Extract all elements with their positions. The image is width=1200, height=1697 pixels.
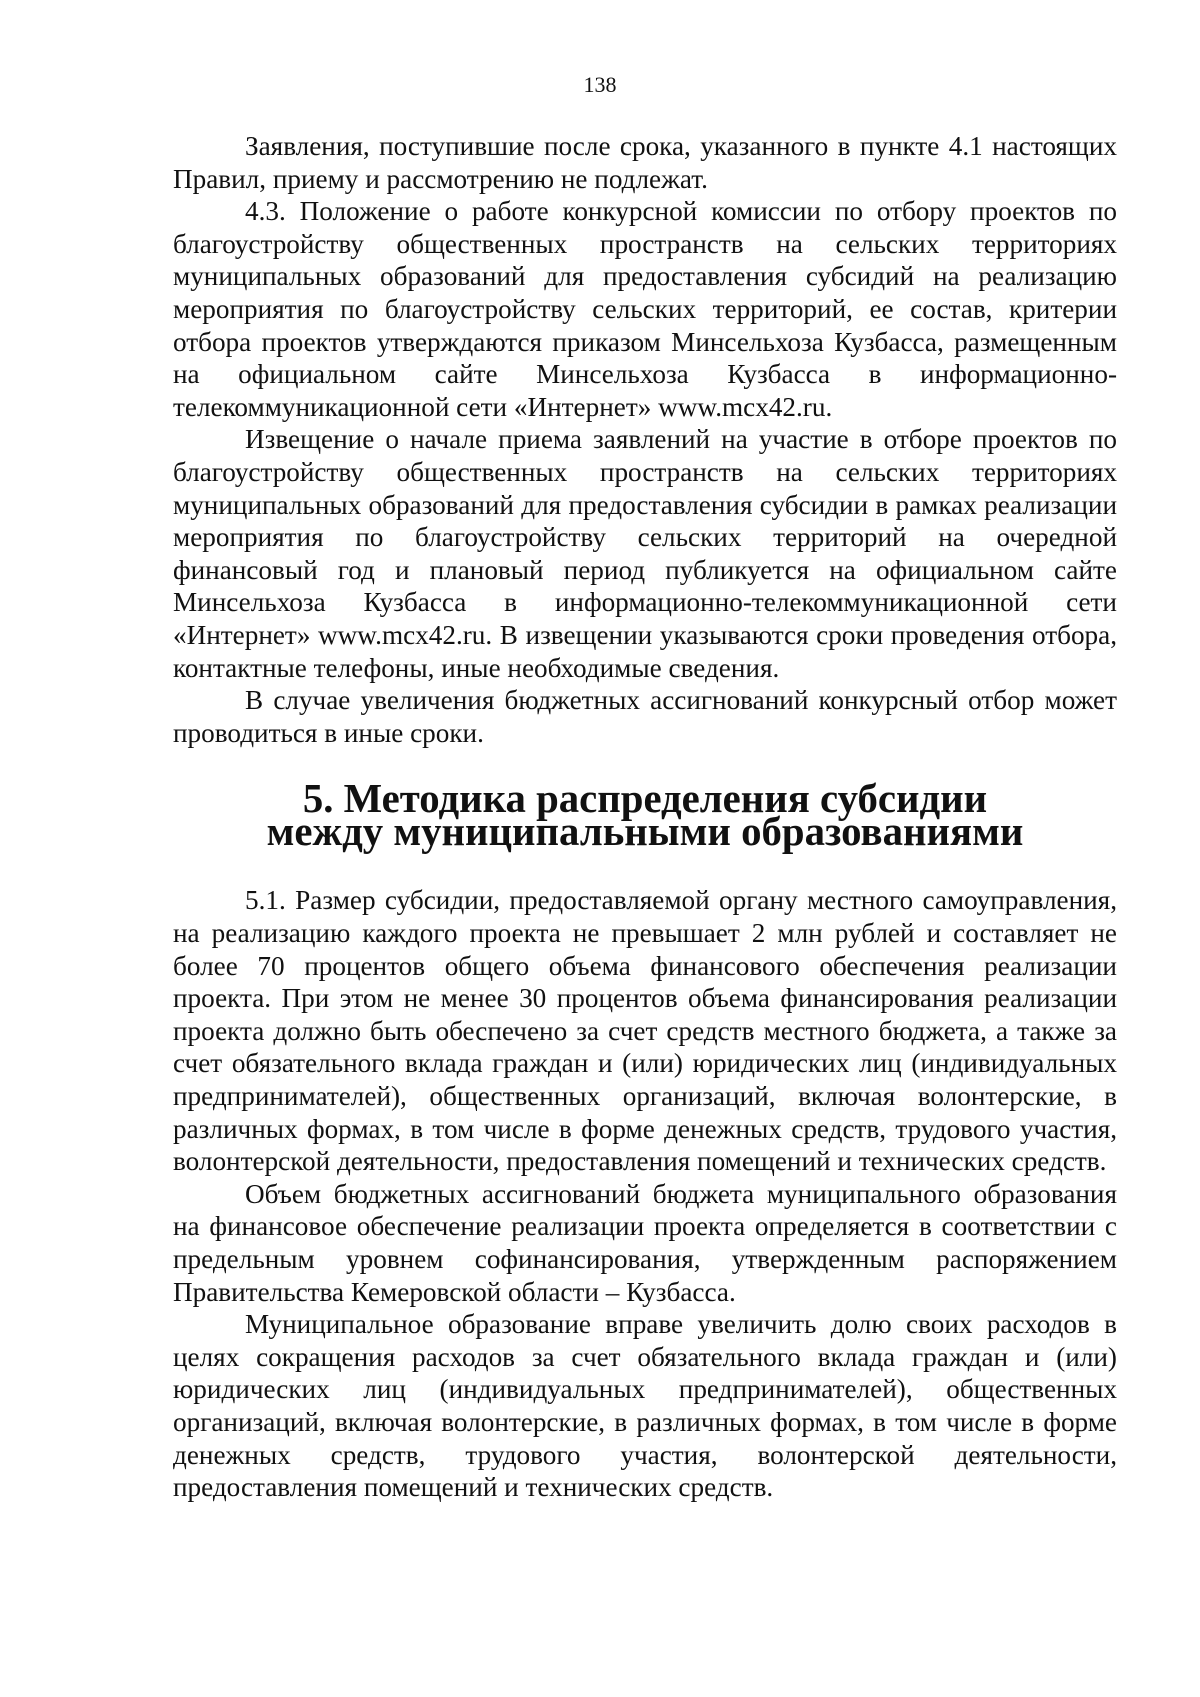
paragraph: 4.3. Положение о работе конкурсной комиссии по отбору проектов по благоустройству общественных пространств на сельских территориях муниципальных образований для предоставления субсидий на реализацию мероприятия по благоустройству сельских территорий, ее состав, критерии отбора проектов утверждаются приказом Минсельхоза Кузбасса, размещенным на официальном сайте Минсельхоза Кузбасса в информационно-телекоммуникационной сети «Интернет» www.mcx42.ru. bbox=[173, 196, 1117, 422]
paragraph: В случае увеличения бюджетных ассигнований конкурсный отбор может проводиться в иные сроки. bbox=[173, 685, 1117, 748]
paragraph: Муниципальное образование вправе увеличить долю своих расходов в целях сокращения расходов за счет обязательного вклада граждан и (или) юридических лиц (индивидуальных предпринимателей), общественных организаций, включая волонтерские, в различных формах, в том числе в форме денежных средств, трудового участия, волонтерской деятельности, предоставления помещений и технических средств. bbox=[173, 1309, 1117, 1503]
page-number: 138 bbox=[583, 72, 617, 97]
paragraph: Извещение о начале приема заявлений на участие в отборе проектов по благоустройству общественных пространств на сельских территориях муниципальных образований для предоставления субсидии в рамках реализации мероприятия по благоустройству сельских территорий на очередной финансовый год и плановый период публикуется на официальном сайте Минсельхоза Кузбасса в информационно-телекоммуникационной сети «Интернет» www.mcx42.ru. В извещении указываются сроки проведения отбора, контактные телефоны, иные необходимые сведения. bbox=[173, 424, 1117, 683]
section-heading-line: между муниципальными образованиями bbox=[266, 808, 1024, 854]
paragraph: Объем бюджетных ассигнований бюджета муниципального образования на финансовое обеспечение реализации проекта определяется в соответствии с предельным уровнем софинансирования, утвержденным распоряжением Правительства Кемеровской области – Кузбасса. bbox=[173, 1178, 1117, 1307]
document-body bbox=[173, 130, 1117, 1504]
paragraph: 5.1. Размер субсидии, предоставляемой органу местного самоуправления, на реализацию каждого проекта не превышает 2 млн рублей и составляет не более 70 процентов общего объема финансового обеспечения реализации проекта. При этом не менее 30 процентов объема финансирования реализации проекта должно быть обеспечено за счет средств местного бюджета, а также за счет обязательного вклада граждан и (или) юридических лиц (индивидуальных предпринимателей), общественных организаций, включая волонтерские, в различных формах, в том числе в форме денежных средств, трудового участия, волонтерской деятельности, предоставления помещений и технических средств. bbox=[173, 885, 1117, 1177]
paragraph: Заявления, поступившие после срока, указанного в пункте 4.1 настоящих Правил, приему и рассмотрению не подлежат. bbox=[173, 131, 1117, 194]
section-heading-line: 5. Методика распределения субсидии bbox=[302, 776, 988, 822]
section-heading bbox=[173, 776, 1117, 854]
